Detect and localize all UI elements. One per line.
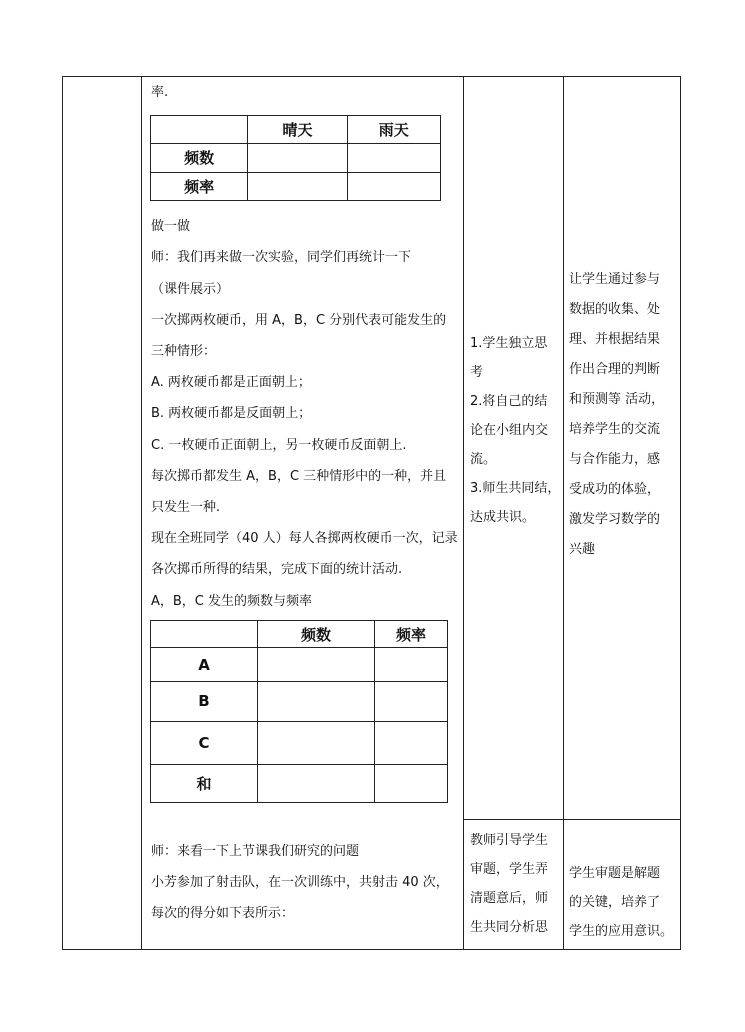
text-line: 兴趣 <box>569 542 596 557</box>
text-line: （课件展示） <box>151 282 230 297</box>
table-row <box>151 144 441 172</box>
table-cell <box>347 144 440 172</box>
table-cell <box>258 764 375 802</box>
text-line: 师：来看一下上节课我们研究的问题 <box>151 844 360 859</box>
table-header-cell <box>151 621 258 648</box>
design-intent-upper <box>569 272 664 572</box>
text-line: 每次的得分如下表所示： <box>151 906 295 921</box>
table-cell <box>375 764 448 802</box>
text-line: 与合作能力，感 <box>569 452 661 467</box>
text-line: 2.将自己的结 <box>470 394 548 409</box>
column-divider-1 <box>141 76 142 950</box>
row-label: C <box>151 721 258 764</box>
row-label: B <box>151 682 258 721</box>
text-line: 考 <box>470 365 484 380</box>
text-line: 3.师生共同结， <box>470 481 561 496</box>
table-header-cell: 频率 <box>375 621 448 648</box>
table-header-cell: 晴天 <box>248 116 347 144</box>
text-line: 率. <box>151 85 169 100</box>
text-line: B. 两枚硬币都是反面朝上； <box>151 406 312 421</box>
row-label: A <box>151 648 258 682</box>
table-cell <box>375 721 448 764</box>
row-label: 频数 <box>151 144 248 172</box>
table-cell <box>258 682 375 721</box>
abc-frequency-table <box>150 620 448 803</box>
text-line: 1.学生独立思 <box>470 336 548 351</box>
table-cell <box>375 682 448 721</box>
text-line: 教师引导学生 <box>470 833 549 848</box>
text-line: A. 两枚硬币都是正面朝上； <box>151 375 311 390</box>
row-divider <box>463 819 681 820</box>
text-line: 学生的应用意识。 <box>569 924 674 939</box>
table-header-row <box>151 116 441 144</box>
table-row <box>151 172 441 200</box>
text-line: 作出合理的判断 <box>569 362 661 377</box>
table-cell <box>248 172 347 200</box>
text-line: C. 一枚硬币正面朝上，另一枚硬币反面朝上. <box>151 438 407 453</box>
text-line: 现在全班同学（40 人）每人各掷两枚硬币一次，记录 <box>151 531 458 546</box>
text-line: 只发生一种. <box>151 500 221 515</box>
table-row <box>151 721 448 764</box>
table-row <box>151 682 448 721</box>
text-line: 理、并根据结果 <box>569 332 661 347</box>
text-line: 清题意后，师 <box>470 891 549 906</box>
text-line: 和预测等 活动， <box>569 392 665 407</box>
student-activity-upper <box>470 336 560 539</box>
text-line: 各次掷币所得的结果，完成下面的统计活动. <box>151 562 403 577</box>
section-title: 做一做 <box>151 219 191 234</box>
table-cell <box>347 172 440 200</box>
text-line: 学生审题是解题 <box>569 866 661 881</box>
table-cell <box>258 648 375 682</box>
table-cell <box>375 648 448 682</box>
row-label: 和 <box>151 764 258 802</box>
design-intent-lower <box>569 866 673 953</box>
text-line: 让学生通过参与 <box>569 272 661 287</box>
text-line: 培养学生的交流 <box>569 422 661 437</box>
table-row <box>151 648 448 682</box>
table-cell <box>258 721 375 764</box>
table-row <box>151 764 448 802</box>
table-header-row <box>151 621 448 648</box>
text-line: 论在小组内交 <box>470 423 549 438</box>
table-header-cell: 频数 <box>258 621 375 648</box>
row-label: 频率 <box>151 172 248 200</box>
text-line: 审题，学生弄 <box>470 862 549 877</box>
text-line: 数据的收集、处 <box>569 302 661 317</box>
text-line: 师：我们再来做一次实验，同学们再统计一下 <box>151 250 412 265</box>
student-activity-lower <box>470 833 548 949</box>
text-line: 激发学习数学的 <box>569 512 661 527</box>
text-line: 一次掷两枚硬币，用 A，B，C 分别代表可能发生的 <box>151 313 447 328</box>
text-line: 每次掷币都发生 A，B，C 三种情形中的一种，并且 <box>151 469 447 484</box>
text-line: 达成共识。 <box>470 510 536 525</box>
text-line: 三种情形： <box>151 344 217 359</box>
text-line: A，B，C 发生的频数与频率 <box>151 594 313 609</box>
weather-table <box>150 115 441 201</box>
text-line: 流。 <box>470 452 497 467</box>
table-header-cell <box>151 116 248 144</box>
table-header-cell: 雨天 <box>347 116 440 144</box>
text-line: 受成功的体验， <box>569 482 661 497</box>
text-line: 生共同分析思 <box>470 920 549 935</box>
text-line: 小芳参加了射击队，在一次训练中，共射击 40 次， <box>151 875 449 890</box>
table-cell <box>248 144 347 172</box>
text-line: 的关键，培养了 <box>569 895 661 910</box>
